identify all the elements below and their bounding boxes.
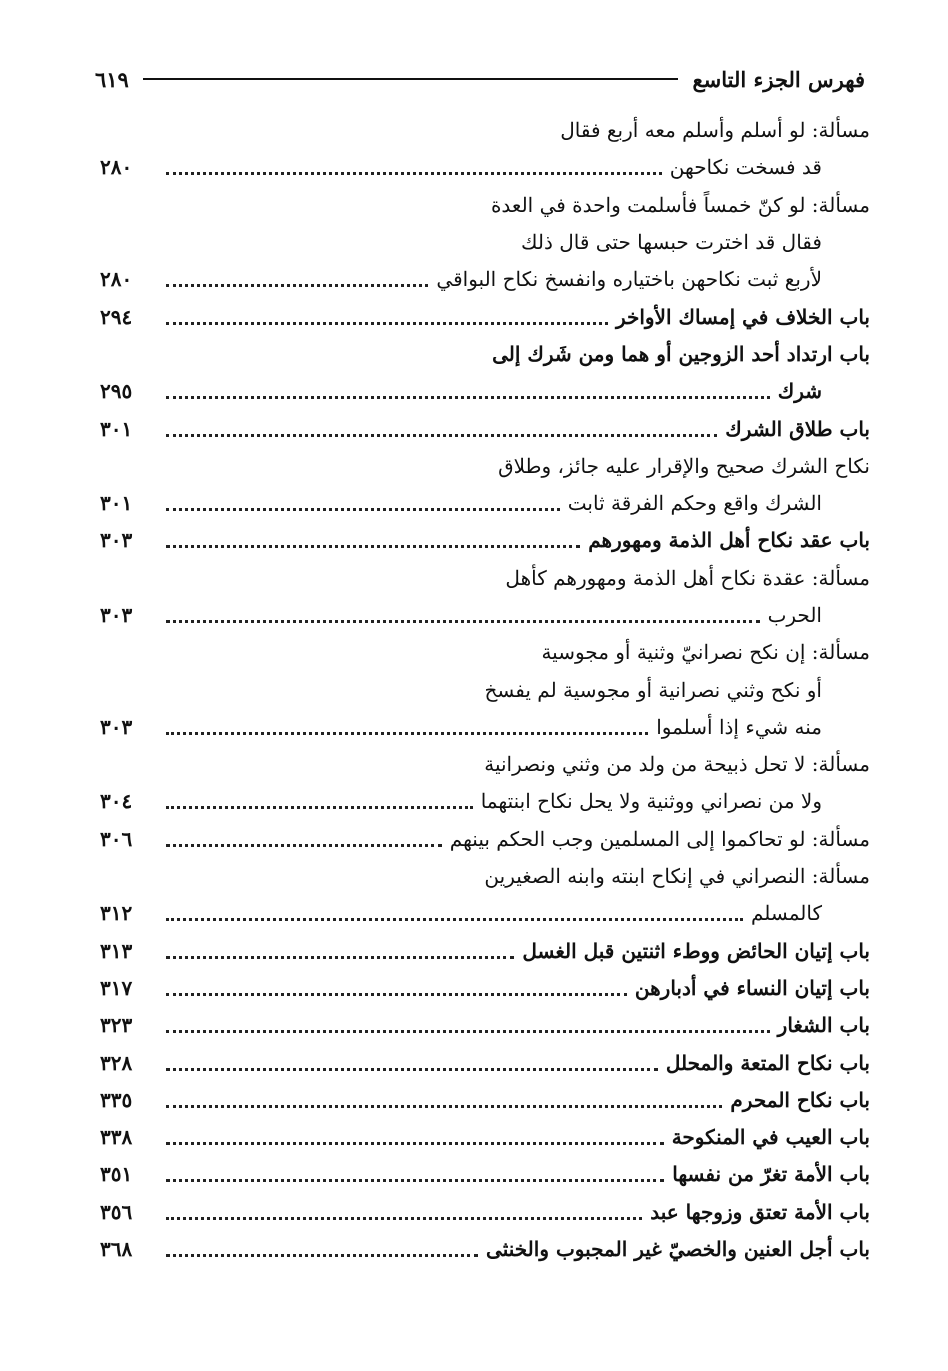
dot-leader (166, 732, 648, 735)
index-line (100, 895, 870, 932)
entry-text: باب عقد نكاح أهل الذمة ومهورهم (588, 528, 870, 553)
entry-text: باب أجل العنين والخصيّ غير المجبوب والخنثى (486, 1237, 870, 1262)
index-line (100, 1007, 870, 1044)
entry-text: باب نكاح المتعة والمحلل (665, 1050, 870, 1075)
dot-leader (166, 1030, 770, 1033)
dot-leader (166, 1105, 722, 1108)
dot-leader (166, 806, 473, 809)
entry-text: منه شيء إذا أسلموا (656, 714, 822, 739)
entry-page-number: ٣٣٨ (100, 1125, 133, 1150)
entry-text: شرك (777, 379, 822, 404)
entry-text: كالمسلم (750, 901, 822, 926)
entry-page-number: ٣١٢ (100, 901, 133, 926)
entry-page-number: ٣٠٣ (100, 603, 133, 627)
index-line (100, 485, 870, 522)
entry-text: الحرب (767, 603, 822, 627)
entry-page-number: ٣٢٣ (100, 1013, 133, 1038)
dot-leader (166, 172, 662, 175)
entry-text: باب إتيان الحائض ووطء اثنتين قبل الغسل (522, 938, 870, 963)
entry-page-number: ٣٠٣ (100, 528, 133, 553)
index-line (100, 336, 870, 373)
header-rule (143, 78, 679, 80)
entry-text: قد فسخت نكاحهن (669, 155, 822, 180)
index-line (100, 1119, 870, 1156)
entry-text: باب الأمة تغرّ من نفسها (672, 1162, 870, 1187)
dot-leader (166, 434, 717, 437)
entry-page-number: ٣٥١ (100, 1162, 133, 1187)
entry-page-number: ٢٩٥ (100, 379, 133, 404)
entry-page-number: ٢٨٠ (100, 267, 133, 292)
entry-page-number: ٣١٧ (100, 975, 133, 1000)
index-line (100, 560, 870, 597)
entry-page-number: ٢٩٤ (100, 304, 133, 329)
entry-page-number: ٢٨٠ (100, 155, 133, 180)
entry-text: باب الشغار (777, 1013, 870, 1038)
dot-leader (166, 396, 770, 399)
entry-page-number: ٣٣٥ (100, 1087, 133, 1112)
entry-page-number: ٣٠١ (100, 416, 133, 441)
entry-page-number: ٣٢٨ (100, 1050, 133, 1075)
entry-page-number: ٣٠٦ (100, 826, 133, 851)
entry-page-number: ٣٠٣ (100, 714, 133, 739)
index-line (100, 597, 870, 634)
index-line (100, 970, 870, 1007)
index-line (100, 671, 870, 708)
index-line (100, 858, 870, 895)
dot-leader (166, 918, 743, 921)
entry-text: باب العيب في المنكوحة (671, 1125, 870, 1150)
entry-text: الشرك واقع وحكم الفرقة ثابت (567, 491, 822, 516)
entry-text: لأربع ثبت نكاحهن باختياره وانفسخ نكاح البواقي (436, 267, 822, 292)
page-header (95, 62, 865, 96)
header-page-number: ٦١٩ (95, 66, 129, 92)
entry-page-number: ٣١٣ (100, 938, 133, 963)
dot-leader (166, 844, 442, 847)
index-line (100, 448, 870, 485)
entry-text: باب نكاح المحرم (730, 1087, 870, 1112)
index-line (100, 410, 870, 447)
entry-page-number: ٣٦٨ (100, 1237, 133, 1262)
index-line (100, 187, 870, 224)
entry-text: فقال قد اخترت حبسها حتى قال ذلك (521, 230, 822, 255)
dot-leader (166, 545, 580, 548)
index-line (100, 783, 870, 820)
dot-leader (166, 1254, 478, 1257)
dot-leader (166, 1217, 642, 1220)
entry-text: باب طلاق الشرك (725, 416, 870, 441)
entry-text: باب ارتداد أحد الزوجين أو هما ومن شَرك إلى (492, 341, 870, 366)
index-line (100, 1231, 870, 1268)
dot-leader (166, 1068, 658, 1071)
entry-text: أو نكح وثني نصرانية أو مجوسية لم يفسخ (484, 677, 822, 702)
entry-text: باب الأمة تعتق وزوجها عبد (650, 1199, 870, 1224)
header-title: فهرس الجزء التاسع (692, 66, 865, 92)
index-line (100, 298, 870, 335)
entry-text: مسألة: عقدة نكاح أهل الذمة ومهورهم كأهل (505, 565, 870, 590)
entry-text: مسألة: لا تحل ذبيحة من ولد من وثني ونصرانية (484, 752, 870, 777)
dot-leader (166, 1179, 664, 1182)
index-line (100, 1082, 870, 1119)
entry-text: مسألة: لو كنّ خمساً فأسلمت واحدة في العدة (490, 192, 870, 217)
entry-page-number: ٣٠١ (100, 491, 133, 516)
entry-page-number: ٣٠٤ (100, 789, 133, 814)
index-line (100, 821, 870, 858)
entry-text: باب الخلاف في إمساك الأواخر (615, 304, 870, 329)
entry-text: مسألة: لو أسلم وأسلم معه أربع فقال (560, 118, 870, 143)
entry-text: مسألة: النصراني في إنكاح ابنته وابنه الصغيرين (484, 864, 870, 889)
index-line (100, 112, 870, 149)
entry-text: ولا من نصراني ووثنية ولا يحل نكاح ابنتهما (480, 789, 822, 814)
entry-text: باب إتيان النساء في أدبارهن (634, 975, 870, 1000)
index-line (100, 746, 870, 783)
dot-leader (166, 322, 608, 325)
index-line (100, 522, 870, 559)
index-line (100, 933, 870, 970)
index-line (100, 261, 870, 298)
dot-leader (166, 620, 760, 623)
dot-leader (166, 1142, 664, 1145)
dot-leader (166, 508, 560, 511)
index-line (100, 1194, 870, 1231)
index-line (100, 224, 870, 261)
entry-text: مسألة: لو تحاكموا إلى المسلمين وجب الحكم بينهم (449, 826, 870, 851)
index-line (100, 149, 870, 186)
index-line (100, 1156, 870, 1193)
dot-leader (166, 993, 627, 996)
dot-leader (166, 956, 514, 959)
dot-leader (166, 284, 428, 287)
index-entries (100, 112, 870, 1268)
entry-text: نكاح الشرك صحيح والإقرار عليه جائز، وطلاق (498, 453, 870, 478)
index-line (100, 709, 870, 746)
entry-text: مسألة: إن نكح نصرانيّ وثنية أو مجوسية (541, 640, 870, 665)
index-line (100, 1044, 870, 1081)
index-line (100, 634, 870, 671)
entry-page-number: ٣٥٦ (100, 1199, 133, 1224)
index-line (100, 373, 870, 410)
